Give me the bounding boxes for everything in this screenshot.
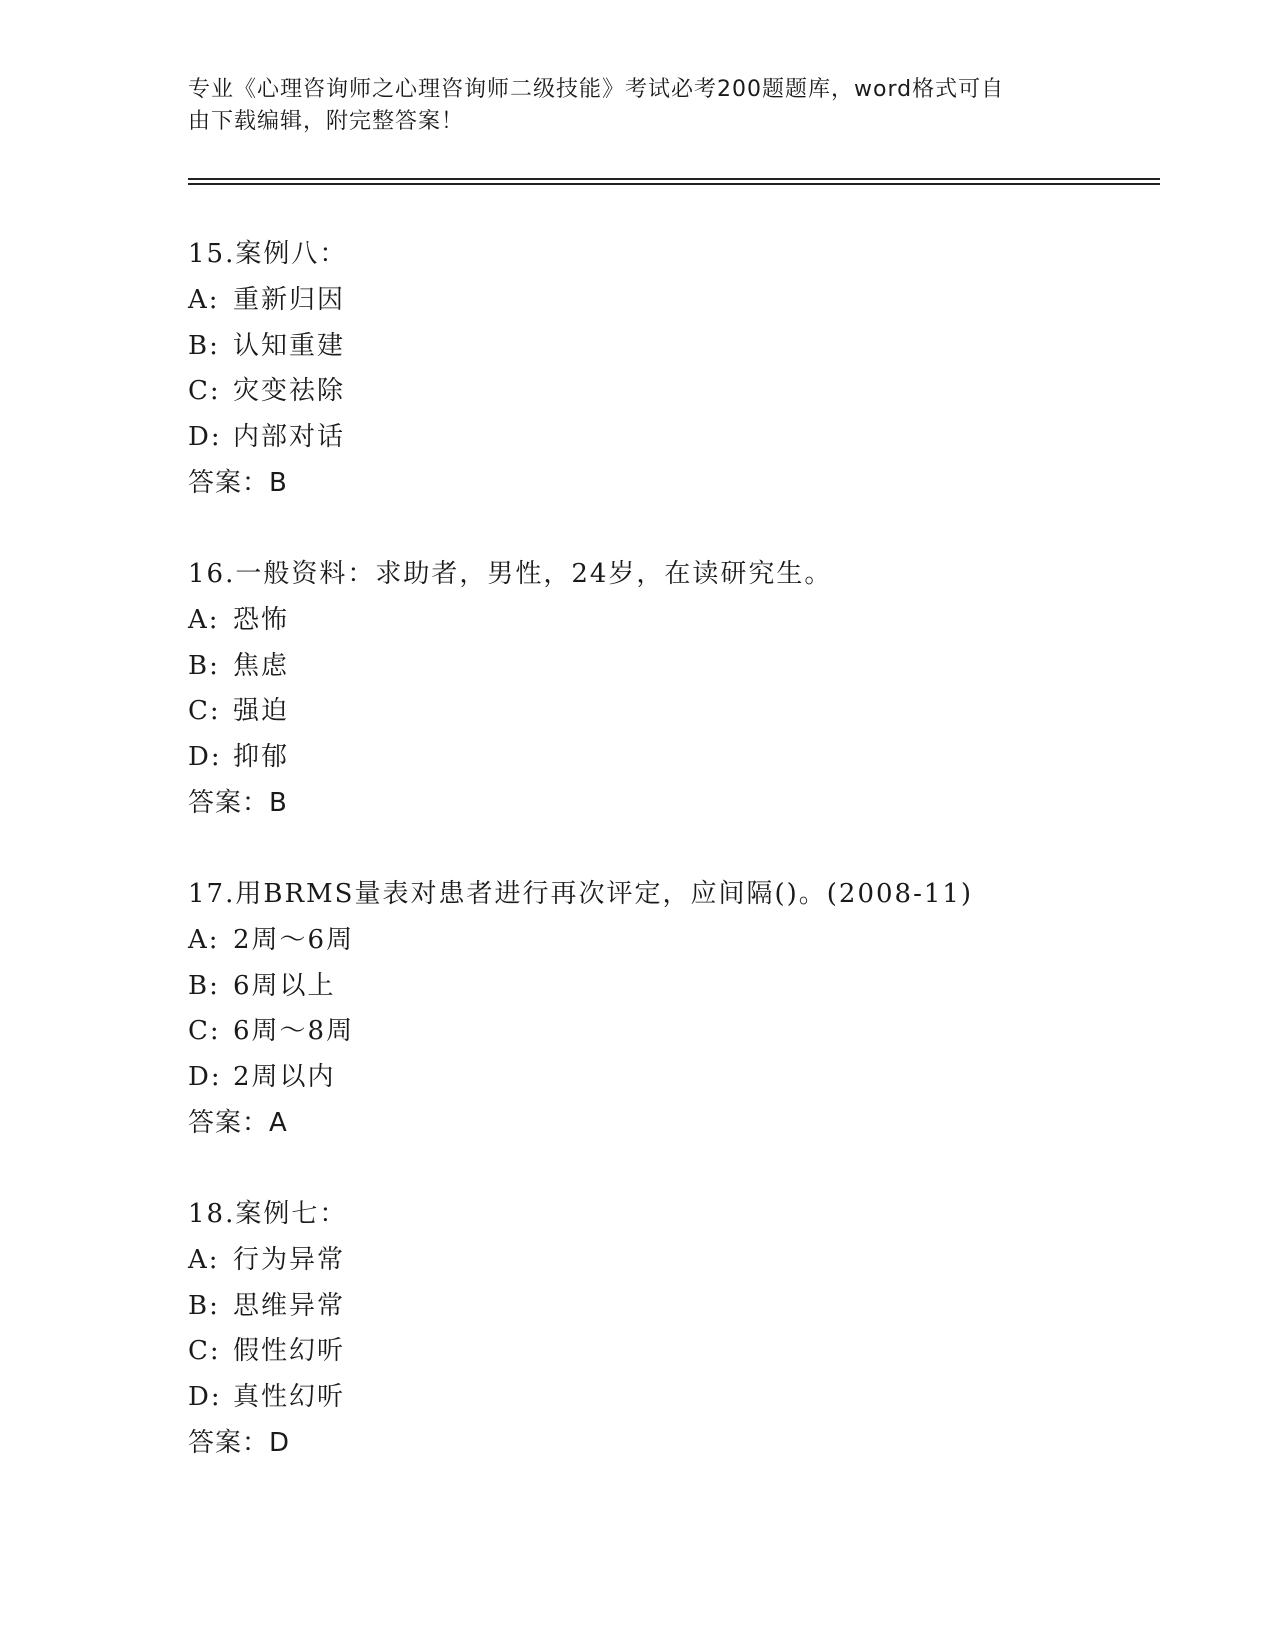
option-text: 焦虑: [233, 650, 290, 681]
option-text: 假性幻听: [233, 1336, 346, 1367]
option-d: [188, 735, 1168, 781]
option-c: [188, 1009, 1168, 1055]
option-letter: C:: [188, 376, 221, 407]
question-17: [188, 872, 1168, 1147]
answer-label: 答案：B: [188, 467, 288, 498]
option-c: [188, 1329, 1168, 1375]
document-header: [188, 74, 1068, 138]
option-d: [188, 1055, 1168, 1101]
option-letter: D:: [188, 1062, 222, 1093]
option-text: 2周以内: [233, 1062, 336, 1093]
option-text: 内部对话: [233, 422, 346, 453]
question-stem: 17.用BRMS量表对患者进行再次评定，应间隔()。(2008-11): [188, 879, 974, 909]
option-text: 思维异常: [233, 1290, 346, 1321]
header-divider-bottom: [188, 183, 1160, 185]
option-letter: A:: [188, 924, 220, 955]
option-letter: B:: [188, 330, 220, 361]
question-16: [188, 552, 1168, 827]
option-letter: A:: [188, 1244, 220, 1275]
option-b: [188, 964, 1168, 1010]
option-text: 恐怖: [233, 604, 290, 635]
question-stem: 15.案例八：: [188, 239, 348, 269]
option-a: [188, 1238, 1168, 1284]
header-line-1: 专业《心理咨询师之心理咨询师二级技能》考试必考200题题库，word格式可自: [188, 77, 1005, 102]
question-stem: 18.案例七：: [188, 1199, 348, 1229]
option-c: [188, 689, 1168, 735]
option-a: [188, 598, 1168, 644]
option-d: [188, 1375, 1168, 1421]
header-line-2: 由下载编辑，附完整答案！: [188, 109, 465, 134]
option-b: [188, 644, 1168, 690]
option-text: 抑郁: [233, 742, 290, 773]
question-stem: 16.一般资料：求助者，男性，24岁，在读研究生。: [188, 559, 833, 589]
option-letter: B:: [188, 970, 220, 1001]
option-letter: D:: [188, 422, 222, 453]
answer-label: 答案：B: [188, 787, 288, 818]
option-b: [188, 1284, 1168, 1330]
header-divider-top: [188, 178, 1160, 180]
option-a: [188, 918, 1168, 964]
option-text: 6周～8周: [233, 1016, 355, 1047]
option-letter: D:: [188, 742, 222, 773]
option-text: 2周～6周: [233, 924, 355, 955]
option-letter: B:: [188, 1290, 220, 1321]
option-d: [188, 415, 1168, 461]
option-letter: D:: [188, 1382, 222, 1413]
option-text: 认知重建: [233, 330, 346, 361]
option-text: 重新归因: [233, 284, 346, 315]
option-letter: A:: [188, 284, 220, 315]
option-letter: C:: [188, 1336, 221, 1367]
answer-label: 答案：A: [188, 1107, 288, 1138]
option-letter: B:: [188, 650, 220, 681]
option-text: 6周以上: [233, 970, 336, 1001]
question-15: [188, 232, 1168, 507]
option-c: [188, 369, 1168, 415]
option-text: 灾变祛除: [233, 376, 346, 407]
option-text: 行为异常: [233, 1244, 346, 1275]
option-text: 强迫: [233, 696, 290, 727]
option-letter: C:: [188, 696, 221, 727]
answer-label: 答案：D: [188, 1427, 291, 1458]
option-text: 真性幻听: [233, 1382, 346, 1413]
option-a: [188, 278, 1168, 324]
option-letter: A:: [188, 604, 220, 635]
question-18: [188, 1192, 1168, 1467]
option-b: [188, 324, 1168, 370]
option-letter: C:: [188, 1016, 221, 1047]
